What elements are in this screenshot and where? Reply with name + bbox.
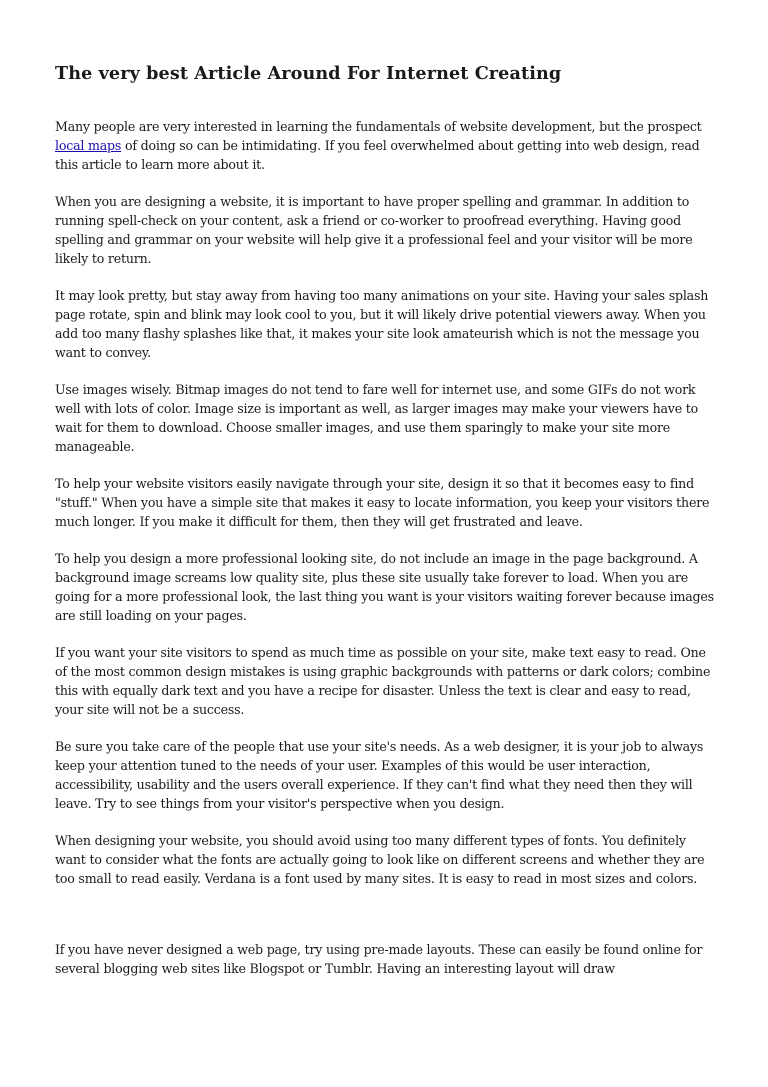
paragraph-intro bbox=[55, 117, 715, 174]
paragraph-navigation: To help your website visitors easily navigate through your site, design it so that it becomes easy to find "stuff." When you have a simple site that makes it easy to locate information, you keep your visitors there much longer. If you make it difficult for them, then they will get frustrated and leave. bbox=[55, 476, 710, 529]
paragraph-background-image: To help you design a more professional looking site, do not include an image in the page background. A background image screams low quality site, plus these site usually take forever to load. When you are going for a more professional look, the last thing you want is your visitors waiting forever because images are still loading on your pages. bbox=[55, 551, 714, 623]
paragraph-user-needs: Be sure you take care of the people that use your site's needs. As a web designer, it is your job to always keep your attention tuned to the needs of your user. Examples of this would be user interaction, accessibility, usability and the users overall experience. If they can't find what they need then they will leave. Try to see things from your visitor's perspective when you design. bbox=[55, 739, 704, 811]
paragraph-animations: It may look pretty, but stay away from having too many animations on your site. Having your sales splash page rotate, spin and blink may look cool to you, but it will likely drive potential viewers away. When you add too many flashy splashes like that, it makes your site look amateurish which is not the message you want to convey. bbox=[55, 288, 709, 360]
paragraph-fonts: When designing your website, you should avoid using too many different types of fonts. You definitely want to consider what the fonts are actually going to look like on different screens and whether they are too small to read easily. Verdana is a font used by many sites. It is easy to read in most sizes and colors. bbox=[55, 833, 705, 886]
paragraph-intro-text-before: Many people are very interested in learning the fundamentals of website development, but the prospect bbox=[55, 119, 702, 134]
article-body bbox=[55, 62, 715, 996]
paragraph-readable-text: If you want your site visitors to spend as much time as possible on your site, make text easy to read. One of the most common design mistakes is using graphic backgrounds with patterns or dark colors; combine this with equally dark text and you have a recipe for disaster. Unless the text is clear and easy to read, your site will not be a success. bbox=[55, 645, 711, 717]
paragraph-intro-text-after: of doing so can be intimidating. If you feel overwhelmed about getting into web design, read this article to learn more about it. bbox=[55, 138, 700, 172]
local-maps-link[interactable]: local maps bbox=[55, 138, 122, 153]
article-title: The very best Article Around For Internet Creating bbox=[55, 63, 562, 84]
paragraph-layouts: If you have never designed a web page, try using pre-made layouts. These can easily be found online for several blogging web sites like Blogspot or Tumblr. Having an interesting layout will draw bbox=[55, 942, 703, 976]
paragraph-images: Use images wisely. Bitmap images do not tend to fare well for internet use, and some GIFs do not work well with lots of color. Image size is important as well, as larger images may make your viewers have to wait for them to download. Choose smaller images, and use them sparingly to make your site more manageable. bbox=[55, 382, 699, 454]
paragraph-spelling-grammar: When you are designing a website, it is important to have proper spelling and grammar. In addition to running spell-check on your content, ask a friend or co-worker to proofread everything. Having good spelling and grammar on your website will help give it a professional feel and your visitor will be more likely to return. bbox=[55, 194, 693, 266]
